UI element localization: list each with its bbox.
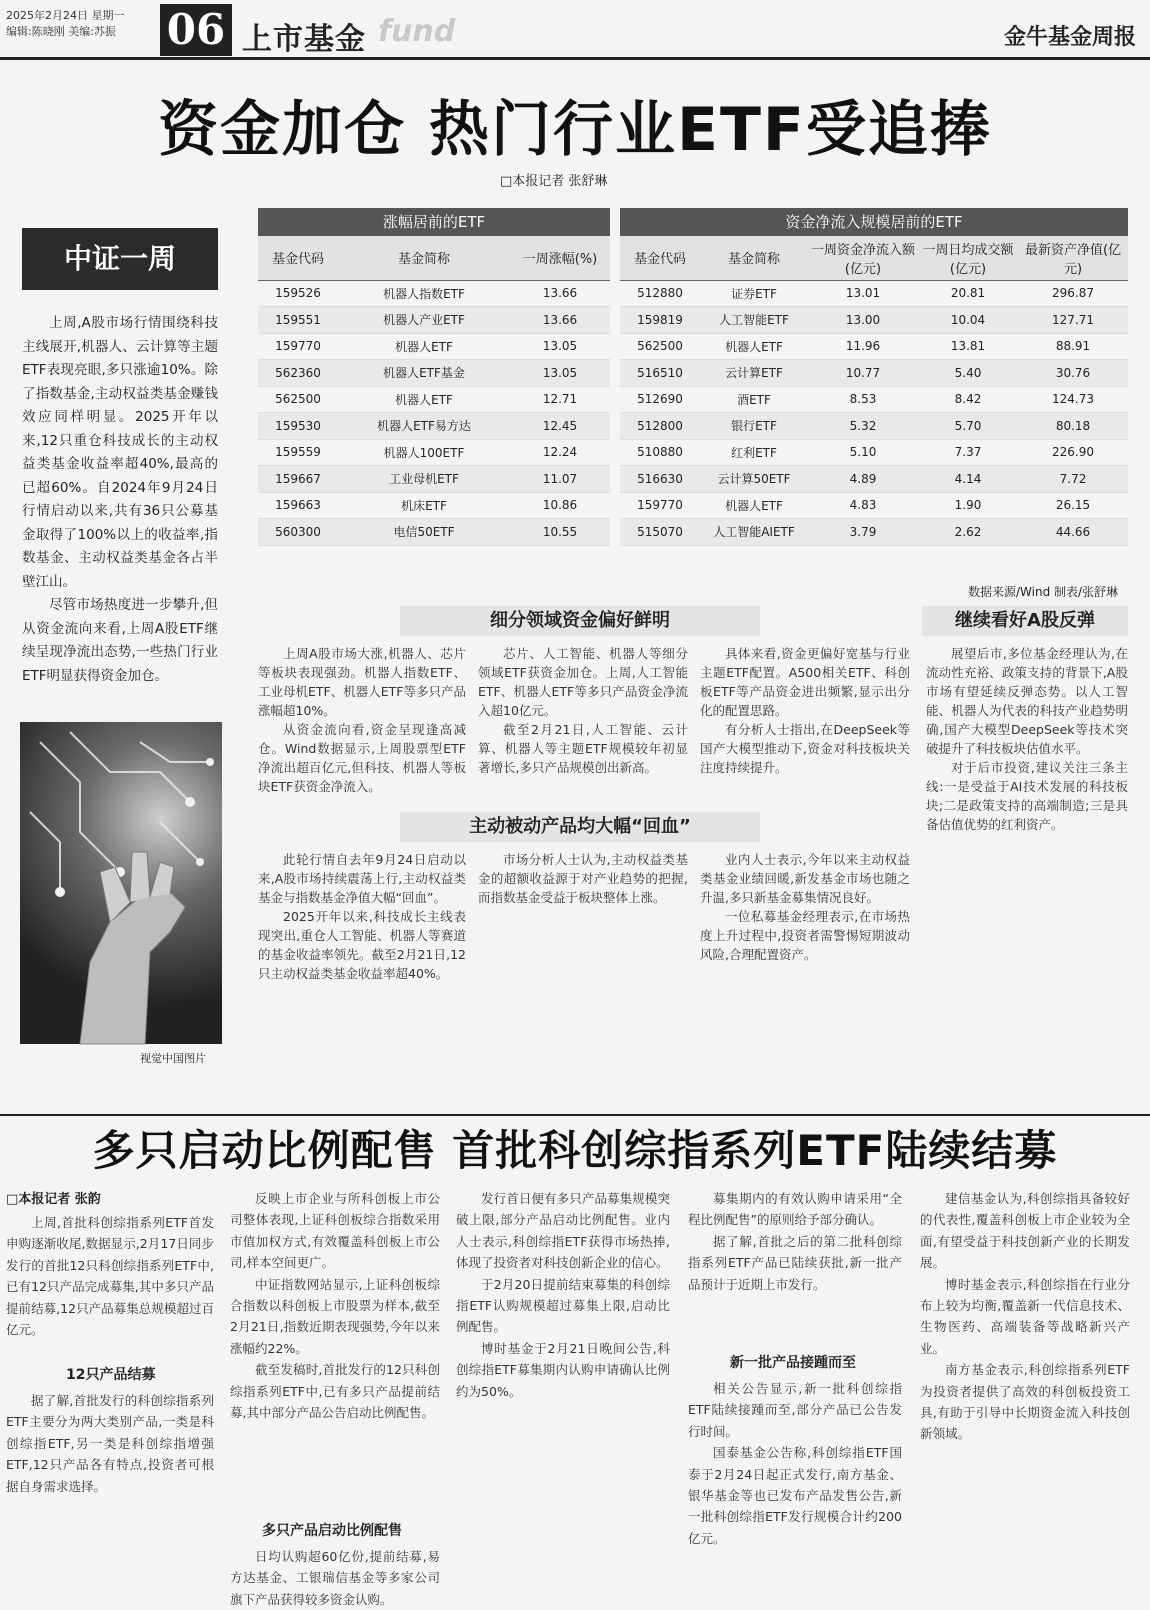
- intro-paragraph: 上周,A股市场行情围绕科技主线展开,机器人、云计算等主题ETF表现亮眼,多只涨逾10%。除了指数基金,主动权益类基金赚钱效应同样明显。2025开年以来,12只重仓科技成长的主动权益类基金收益率超40%,最高的已超60%。自2024年9月24日行情启动以来,共有36只公募基金取得了100%以上的收益率,指数基金、主动权益类基金各占半壁江山。: [22, 315, 218, 590]
- body-paragraph: 国泰基金公告称,科创综指ETF国泰于2月24日起正式发行,南方基金、银华基金等也已发布产品发售公告,新一批科创综指ETF发行规模合计约200亿元。: [688, 1445, 902, 1546]
- table-cell: 8.42: [918, 386, 1018, 413]
- body-paragraph: 市场分析人士认为,主动权益类基金的超额收益源于对产业趋势的把握,而指数基金受益于板块整体上涨。: [478, 852, 688, 905]
- section-divider: [0, 1114, 1150, 1116]
- article2-byline: □本报记者 张韵: [6, 1192, 101, 1207]
- table-cell: 13.05: [510, 360, 610, 387]
- table-cell: 20.81: [918, 280, 1018, 307]
- article2-text-column: [920, 1188, 1130, 1588]
- table-row: [620, 333, 1128, 360]
- article1-text-column: [700, 644, 910, 832]
- body-paragraph: 截至2月21日,人工智能、云计算、机器人等主题ETF规模较年初显著增长,多只产品规模创出新高。: [478, 722, 688, 775]
- body-paragraph: 对于后市投资,建议关注三条主线:一是受益于AI技术发展的科技板块;二是政策支持的高端制造;三是具备估值优势的红利资产。: [926, 760, 1128, 832]
- table-cell: 工业母机ETF: [338, 466, 510, 493]
- table-cell: 13.66: [510, 280, 610, 307]
- table-cell: 127.71: [1018, 307, 1128, 334]
- table-cell: 5.10: [808, 439, 918, 466]
- table-cell: 机器人ETF基金: [338, 360, 510, 387]
- column-header: 一周涨幅(%): [510, 236, 610, 280]
- table-cell: 510880: [620, 439, 700, 466]
- table-cell: 机器人ETF: [700, 492, 808, 519]
- table-cell: 电信50ETF: [338, 519, 510, 546]
- body-paragraph: 中证指数网站显示,上证科创板综合指数以科创板上市股票为样本,截至2月21日,指数近期表现强势,今年以来涨幅约22%。: [230, 1276, 440, 1356]
- column-header: 基金代码: [258, 236, 338, 280]
- article2-text-column: [6, 1212, 214, 1352]
- table-source-note: 数据来源/Wind 制表/张舒琳: [968, 585, 1119, 599]
- table-cell: 516510: [620, 360, 700, 387]
- masthead: [0, 0, 1150, 60]
- table-cell: 159770: [620, 492, 700, 519]
- table-cell: 机器人100ETF: [338, 439, 510, 466]
- table-cell: 88.91: [1018, 333, 1128, 360]
- table-row: [258, 413, 610, 440]
- table-cell: 13.05: [510, 333, 610, 360]
- body-paragraph: 芯片、人工智能、机器人等细分领域ETF获资金加仓。上周,人工智能ETF、机器人ETF等多只产品资金净流入超10亿元。: [478, 646, 688, 718]
- gainers-table-block: [258, 208, 610, 546]
- column-header: 一周日均成交额(亿元): [918, 236, 1018, 280]
- table-row: [620, 360, 1128, 387]
- table-cell: 159526: [258, 280, 338, 307]
- table-cell: 512800: [620, 413, 700, 440]
- article2-text-column: [6, 1390, 214, 1588]
- table-row: [258, 307, 610, 334]
- subhead-new-batch: 新一批产品接踵而至: [730, 1355, 856, 1371]
- table-row: [258, 466, 610, 493]
- table-cell: 13.00: [808, 307, 918, 334]
- article2-headline: 多只启动比例配售 首批科创综指系列ETF陆续结募: [92, 1126, 1058, 1175]
- table-cell: 10.77: [808, 360, 918, 387]
- table-cell: 7.37: [918, 439, 1018, 466]
- table-cell: 562500: [258, 386, 338, 413]
- table-cell: 3.79: [808, 519, 918, 546]
- inflows-table-title: 资金净流入规模居前的ETF: [620, 208, 1128, 236]
- body-paragraph: 博时基金于2月21日晚间公告,科创综指ETF募集期内认购申请确认比例约为50%。: [456, 1340, 670, 1399]
- body-paragraph: 据了解,首批之后的第二批科创综指系列ETF产品已陆续获批,新一批产品预计于近期上市发行。: [688, 1233, 902, 1292]
- article1-headline: 资金加仓 热门行业ETF受追捧: [158, 95, 992, 165]
- column-header: 一周资金净流入额(亿元): [808, 236, 918, 280]
- table-cell: 159551: [258, 307, 338, 334]
- paper-name: 金牛基金周报: [1003, 25, 1136, 50]
- table-cell: 云计算ETF: [700, 360, 808, 387]
- article1-text-column: [478, 850, 688, 1068]
- column-header: 最新资产净值(亿元): [1018, 236, 1128, 280]
- table-cell: 10.86: [510, 492, 610, 519]
- table-cell: 7.72: [1018, 466, 1128, 493]
- table-cell: 12.71: [510, 386, 610, 413]
- table-cell: 1.90: [918, 492, 1018, 519]
- body-paragraph: 有分析人士指出,在DeepSeek等国产大模型推动下,资金对科技板块关注度持续提升。: [700, 722, 910, 775]
- table-row: [620, 439, 1128, 466]
- body-paragraph: 南方基金表示,科创综指系列ETF为投资者提供了高效的科创板投资工具,有助于引导中长期资金流入科技创新领域。: [920, 1362, 1130, 1442]
- table-cell: 10.04: [918, 307, 1018, 334]
- table-row: [620, 280, 1128, 307]
- gainers-table-title: 涨幅居前的ETF: [258, 208, 610, 236]
- table-cell: 159819: [620, 307, 700, 334]
- table-row: [258, 439, 610, 466]
- body-paragraph: 截至发稿时,首批发行的12只科创综指系列ETF中,已有多只产品提前结募,其中部分产品公告启动比例配售。: [230, 1362, 440, 1421]
- table-cell: 机器人ETF: [700, 333, 808, 360]
- body-paragraph: 此轮行情自去年9月24日启动以来,A股市场持续震荡上行,主动权益类基金与指数基金净值大幅“回血”。: [258, 852, 466, 905]
- table-cell: 11.07: [510, 466, 610, 493]
- body-paragraph: 据了解,首批发行的科创综指系列ETF主要分为两大类别产品,一类是科创综指ETF,另一类是科创综指增强ETF,12只产品各有特点,投资者可根据自身需求选择。: [6, 1393, 214, 1494]
- body-paragraph: 博时基金表示,科创综指在行业分布上较为均衡,覆盖新一代信息技术、生物医药、高端装备等战略新兴产业。: [920, 1276, 1130, 1356]
- section-title: 上市基金: [242, 22, 366, 57]
- table-row: [620, 466, 1128, 493]
- table-row: [620, 307, 1128, 334]
- table-row: [620, 492, 1128, 519]
- issue-date: 2025年2月24日 星期一: [6, 9, 125, 22]
- table-cell: 296.87: [1018, 280, 1128, 307]
- table-cell: 562360: [258, 360, 338, 387]
- table-cell: 机床ETF: [338, 492, 510, 519]
- article1-byline: □本报记者 张舒琳: [500, 174, 608, 189]
- table-cell: 红利ETF: [700, 439, 808, 466]
- table-cell: 512880: [620, 280, 700, 307]
- subhead-a-share-outlook: 继续看好A股反弹: [922, 606, 1128, 636]
- table-cell: 人工智能AIETF: [700, 519, 808, 546]
- article2-text-column: [688, 1188, 902, 1340]
- table-cell: 4.89: [808, 466, 918, 493]
- table-cell: 人工智能ETF: [700, 307, 808, 334]
- table-row: [620, 413, 1128, 440]
- table-cell: 516630: [620, 466, 700, 493]
- body-paragraph: 2025开年以来,科技成长主线表现突出,重仓人工智能、机器人等赛道的基金收益率领先。截至2月21日,12只主动权益类基金收益率超40%。: [258, 909, 466, 981]
- article1-text-column: [478, 644, 688, 832]
- body-paragraph: 上周A股市场大涨,机器人、芯片等板块表现强劲。机器人指数ETF、工业母机ETF、机器人ETF等多只产品涨幅超10%。: [258, 646, 466, 718]
- table-cell: 13.66: [510, 307, 610, 334]
- body-paragraph: 具体来看,资金更偏好宽基与行业主题ETF配置。A500相关ETF、科创板ETF等产品资金进出频繁,显示出分化的配置思路。: [700, 646, 910, 718]
- gainers-table: [258, 236, 610, 546]
- table-cell: 159770: [258, 333, 338, 360]
- table-cell: 云计算50ETF: [700, 466, 808, 493]
- table-cell: 12.24: [510, 439, 610, 466]
- table-cell: 159663: [258, 492, 338, 519]
- intro-paragraph: 尽管市场热度进一步攀升,但从资金流向来看,上周A股ETF继续呈现净流出态势,一些热门行业ETF明显获得资金加仓。: [22, 597, 218, 684]
- subhead-segment-preference: 细分领域资金偏好鲜明: [400, 606, 760, 636]
- body-paragraph: 于2月20日提前结束募集的科创综指ETF认购规模超过募集上限,启动比例配售。: [456, 1276, 670, 1335]
- table-cell: 银行ETF: [700, 413, 808, 440]
- table-row: [258, 386, 610, 413]
- table-cell: 560300: [258, 519, 338, 546]
- table-cell: 26.15: [1018, 492, 1128, 519]
- table-cell: 80.18: [1018, 413, 1128, 440]
- column-header: 基金代码: [620, 236, 700, 280]
- table-row: [258, 519, 610, 546]
- table-cell: 515070: [620, 519, 700, 546]
- section-title-en: fund: [378, 14, 456, 49]
- column-header: 基金简称: [338, 236, 510, 280]
- table-cell: 512690: [620, 386, 700, 413]
- body-paragraph: 从资金流向看,资金呈现逢高减仓。Wind数据显示,上周股票型ETF净流出超百亿元,但科技、机器人等板块ETF获资金净流入。: [258, 722, 466, 794]
- subhead-12-products: 12只产品结募: [66, 1367, 156, 1383]
- table-cell: 5.40: [918, 360, 1018, 387]
- inflows-table: [620, 236, 1128, 546]
- table-cell: 11.96: [808, 333, 918, 360]
- table-row: [620, 386, 1128, 413]
- table-header-row: [620, 236, 1128, 280]
- body-paragraph: 日均认购超60亿份,提前结募,易方达基金、工银瑞信基金等多家公司旗下产品获得较多资金认购。: [230, 1549, 440, 1607]
- table-cell: 机器人指数ETF: [338, 280, 510, 307]
- table-row: [258, 492, 610, 519]
- body-paragraph: 募集期内的有效认购申请采用“全程比例配售”的原则给予部分确认。: [688, 1191, 902, 1228]
- table-cell: 2.62: [918, 519, 1018, 546]
- page-number: 06: [160, 4, 232, 56]
- article1-text-column: [700, 850, 910, 1068]
- photo-caption: 视觉中国图片: [140, 1052, 206, 1065]
- table-row: [258, 333, 610, 360]
- week-label: 中证一周: [22, 228, 218, 290]
- table-cell: 562500: [620, 333, 700, 360]
- table-cell: 4.83: [808, 492, 918, 519]
- table-cell: 酒ETF: [700, 386, 808, 413]
- article1-intro: [22, 312, 218, 688]
- table-cell: 124.73: [1018, 386, 1128, 413]
- body-paragraph: 发行首日便有多只产品募集规模突破上限,部分产品启动比例配售。业内人士表示,科创综指ETF获得市场热捧,体现了投资者对科技创新企业的信心。: [456, 1191, 670, 1271]
- table-row: [258, 360, 610, 387]
- table-cell: 12.45: [510, 413, 610, 440]
- body-paragraph: 上周,首批科创综指系列ETF首发申购逐渐收尾,数据显示,2月17日同步发行的首批12只科创综指系列ETF中,已有12只产品完成募集,其中多只产品提前结募,12只产品募集总规模超过百亿元。: [6, 1215, 214, 1338]
- article2-text-column: [456, 1188, 670, 1588]
- table-header-row: [258, 236, 610, 280]
- body-paragraph: 展望后市,多位基金经理认为,在流动性充裕、政策支持的背景下,A股市场有望延续反弹态势。以人工智能、机器人为代表的科技产业趋势明确,国产大模型DeepSeek等技术突破提升了科技板块估值水平。: [926, 646, 1128, 756]
- table-row: [258, 280, 610, 307]
- table-cell: 10.55: [510, 519, 610, 546]
- robot-hand-photo: [20, 722, 222, 1044]
- masthead-meta: [6, 8, 125, 40]
- inflows-table-block: [620, 208, 1128, 546]
- table-cell: 226.90: [1018, 439, 1128, 466]
- table-cell: 证券ETF: [700, 280, 808, 307]
- article1-text-column: [258, 850, 466, 1068]
- body-paragraph: 反映上市企业与所科创板上市公司整体表现,上证科创板综合指数采用市值加权方式,有效覆盖科创板上市公司,样本空间更广。: [230, 1191, 440, 1271]
- table-cell: 159559: [258, 439, 338, 466]
- body-paragraph: 建信基金认为,科创综指具备较好的代表性,覆盖科创板上市企业较为全面,有望受益于科技创新产业的长期发展。: [920, 1191, 1130, 1271]
- table-row: [620, 519, 1128, 546]
- subhead-products-rebound: 主动被动产品均大幅“回血”: [400, 812, 760, 842]
- article2-text-column: [230, 1546, 440, 1607]
- table-cell: 159530: [258, 413, 338, 440]
- table-cell: 机器人ETF: [338, 386, 510, 413]
- table-cell: 机器人ETF: [338, 333, 510, 360]
- article1-text-column: [926, 644, 1128, 1068]
- table-cell: 30.76: [1018, 360, 1128, 387]
- table-cell: 4.14: [918, 466, 1018, 493]
- body-paragraph: 相关公告显示,新一批科创综指ETF陆续接踵而至,部分产品已公告发行时间。: [688, 1381, 902, 1439]
- table-cell: 44.66: [1018, 519, 1128, 546]
- body-paragraph: 业内人士表示,今年以来主动权益类基金业绩回暖,新发基金市场也随之升温,多只新基金募集情况良好。: [700, 852, 910, 905]
- article2-text-column: [688, 1378, 902, 1588]
- article1-text-column: [258, 644, 466, 832]
- table-cell: 13.01: [808, 280, 918, 307]
- table-cell: 159667: [258, 466, 338, 493]
- column-header: 基金简称: [700, 236, 808, 280]
- editor-credits: 编辑:陈晓刚 美编:苏振: [6, 25, 116, 38]
- table-cell: 5.70: [918, 413, 1018, 440]
- table-cell: 13.81: [918, 333, 1018, 360]
- table-cell: 8.53: [808, 386, 918, 413]
- subhead-ratio-placement: 多只产品启动比例配售: [262, 1523, 402, 1539]
- circuit-illustration: [20, 722, 222, 1044]
- table-cell: 机器人产业ETF: [338, 307, 510, 334]
- body-paragraph: 一位私募基金经理表示,在市场热度上升过程中,投资者需警惕短期波动风险,合理配置资产。: [700, 909, 910, 962]
- table-cell: 5.32: [808, 413, 918, 440]
- table-cell: 机器人ETF易方达: [338, 413, 510, 440]
- article2-text-column: [230, 1188, 440, 1514]
